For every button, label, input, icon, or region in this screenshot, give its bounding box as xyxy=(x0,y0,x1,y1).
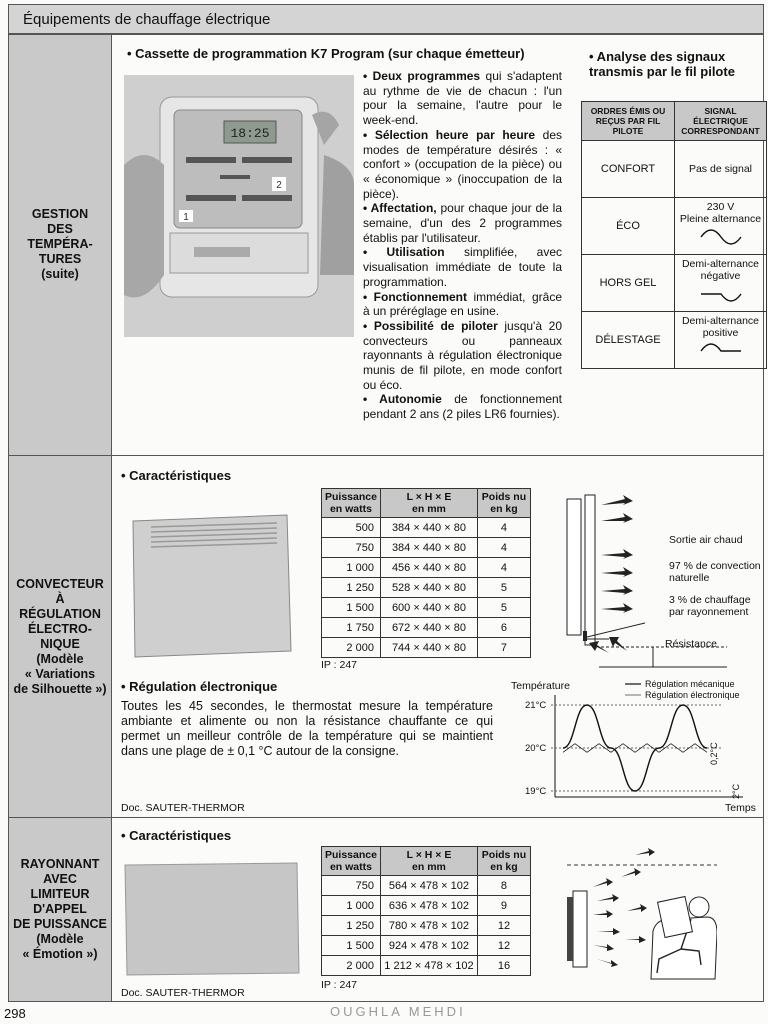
chart-ytick-label: 20°C xyxy=(525,743,547,754)
table-cell: 9 xyxy=(477,896,530,916)
table-cell: 500 xyxy=(322,518,381,538)
cassette-feature-text: immédiat, grâce à un préréglage en usine. xyxy=(363,289,562,319)
signal-waveform-negative xyxy=(697,282,745,306)
table-cell: 2 000 xyxy=(322,638,381,658)
cassette-photo xyxy=(124,75,354,337)
signals-signal-label: 230 V Pleine alternance xyxy=(679,200,762,225)
section-label-line: de Silhouette ») xyxy=(13,682,107,696)
signals-row xyxy=(582,141,767,198)
cassette-feature-item xyxy=(363,319,562,393)
signals-order: ÉCO xyxy=(582,198,675,255)
section-label-line: « Émotion ») xyxy=(22,947,98,961)
table-cell: 636 × 478 × 102 xyxy=(380,896,477,916)
table-cell: 5 xyxy=(477,578,530,598)
cassette-feature-item xyxy=(363,69,562,128)
convection-diagram xyxy=(541,491,763,671)
section-label-line: « Variations xyxy=(24,667,96,681)
table-header: Poids nu en kg xyxy=(477,489,530,518)
table-cell: 600 × 440 × 80 xyxy=(380,598,477,618)
signals-table xyxy=(581,101,767,369)
signals-signal-label: Pas de signal xyxy=(688,163,753,175)
diagram-label-sortie: Sortie air chaud xyxy=(669,534,743,546)
table-cell: 528 × 440 × 80 xyxy=(380,578,477,598)
cassette-mark-2: 2 xyxy=(276,180,282,191)
cassette-feature-item xyxy=(363,201,562,245)
cassette-description xyxy=(363,69,562,422)
section-label-gestion xyxy=(9,207,111,282)
signal-waveform-path xyxy=(701,344,741,351)
table-cell: 780 × 478 × 102 xyxy=(380,916,477,936)
signals-header-signal: SIGNAL ÉLECTRIQUE CORRESPONDANT xyxy=(675,102,767,141)
table-row xyxy=(322,916,531,936)
table-cell: 456 × 440 × 80 xyxy=(380,558,477,578)
section-label-line: (Modèle xyxy=(36,652,84,666)
table-row xyxy=(322,518,531,538)
table-cell: 16 xyxy=(477,956,530,976)
cassette-feature-lead: • Autonomie xyxy=(363,392,442,407)
signals-signal-label: Demi-alternance positive xyxy=(681,314,760,339)
chart-legend-electronique: Régulation électronique xyxy=(645,690,740,700)
table-cell: 6 xyxy=(477,618,530,638)
section-label-line: RAYONNANT xyxy=(20,857,100,871)
table-cell: 4 xyxy=(477,538,530,558)
svg-text:par rayonnement: par rayonnement xyxy=(669,606,749,618)
section-label-convecteur xyxy=(9,577,111,697)
convecteur-ip: IP : 247 xyxy=(321,659,358,671)
signals-order: CONFORT xyxy=(582,141,675,198)
section-label-rayonnant xyxy=(9,857,111,962)
signals-signal-label: Demi-alternance négative xyxy=(681,257,760,282)
cassette-feature-text: de fonctionnement pendant 2 ans (2 piles LR6 fournies). xyxy=(363,392,562,422)
table-cell: 564 × 478 × 102 xyxy=(380,876,477,896)
table-row xyxy=(322,896,531,916)
section-label-line: TURES xyxy=(38,252,82,266)
convecteur-table xyxy=(321,488,531,658)
page-title: Équipements de chauffage électrique xyxy=(23,11,271,28)
signals-row xyxy=(582,198,767,255)
table-row xyxy=(322,538,531,558)
section-divider xyxy=(9,455,763,456)
convecteur-doc-credit: Doc. SAUTER-THERMOR xyxy=(121,802,245,814)
section-label-line: LIMITEUR xyxy=(30,887,90,901)
footer-watermark: OUGHLA MEHDI xyxy=(330,1004,466,1019)
diagram-label-convection: 97 % de convection xyxy=(669,560,761,572)
table-header: L × H × E en mm xyxy=(380,489,477,518)
cassette-feature-lead: • Fonctionnement xyxy=(363,289,468,304)
table-cell: 1 500 xyxy=(322,936,381,956)
signal-waveform-full xyxy=(697,225,745,249)
table-cell: 5 xyxy=(477,598,530,618)
signals-signal-cell xyxy=(675,198,767,255)
signals-signal-cell xyxy=(675,312,767,369)
table-cell: 8 xyxy=(477,876,530,896)
section-label-line: CONVECTEUR xyxy=(16,577,104,591)
table-row xyxy=(322,598,531,618)
table-cell: 1 500 xyxy=(322,598,381,618)
section-label-line: D'APPEL xyxy=(33,902,87,916)
diagram-label-resistance: Résistance xyxy=(665,638,717,650)
table-cell: 2 000 xyxy=(322,956,381,976)
table-row xyxy=(322,876,531,896)
table-header: Puissance en watts xyxy=(322,489,381,518)
chart-annotation-large: 2°C xyxy=(731,783,741,799)
table-header: Puissance en watts xyxy=(322,847,381,876)
signals-row xyxy=(582,312,767,369)
section-label-line: GESTION xyxy=(31,207,89,221)
table-cell: 384 × 440 × 80 xyxy=(380,538,477,558)
table-cell: 924 × 478 × 102 xyxy=(380,936,477,956)
section-label-line: DES xyxy=(47,222,73,236)
signal-waveform-path xyxy=(701,294,741,301)
table-cell: 1 250 xyxy=(322,578,381,598)
table-cell: 1 212 × 478 × 102 xyxy=(380,956,477,976)
cassette-feature-lead: • Utilisation xyxy=(363,245,445,260)
cassette-feature-lead: • Sélection heure par heure xyxy=(363,127,536,142)
rayonnant-doc-credit: Doc. SAUTER-THERMOR xyxy=(121,987,245,999)
convecteur-title: • Caractéristiques xyxy=(121,468,232,483)
cassette-title: • Cassette de programmation K7 Program (sur chaque émetteur) xyxy=(127,46,525,61)
regulation-title: • Régulation électronique xyxy=(121,679,278,694)
cassette-display: 18:25 xyxy=(230,126,270,141)
table-cell: 12 xyxy=(477,936,530,956)
table-cell: 672 × 440 × 80 xyxy=(380,618,477,638)
cassette-feature-item xyxy=(363,392,562,421)
signals-order: HORS GEL xyxy=(582,255,675,312)
section-label-line: AVEC xyxy=(43,872,77,886)
cassette-feature-item xyxy=(363,290,562,319)
page-header xyxy=(8,4,764,34)
table-row xyxy=(322,936,531,956)
signals-signal-cell xyxy=(675,255,767,312)
signals-header-orders: ORDRES ÉMIS OU REÇUS PAR FIL PILOTE xyxy=(582,102,675,141)
rayonnant-table xyxy=(321,846,531,976)
cassette-feature-lead: • Affectation, xyxy=(363,201,437,216)
signals-order: DÉLESTAGE xyxy=(582,312,675,369)
section-label-line: (suite) xyxy=(41,267,79,281)
table-cell: 7 xyxy=(477,638,530,658)
chart-ytick-label: 21°C xyxy=(525,700,547,711)
table-row xyxy=(322,638,531,658)
table-cell: 1 250 xyxy=(322,916,381,936)
table-cell: 1 000 xyxy=(322,896,381,916)
section-label-line: À xyxy=(55,592,65,606)
table-header: L × H × E en mm xyxy=(380,847,477,876)
chart-annotation-small: 0,2°C xyxy=(709,742,719,765)
cassette-feature-text: pour chaque jour de la semaine, d'un des 2 programmes établis par l'utilisateur. xyxy=(363,201,562,245)
table-cell: 12 xyxy=(477,916,530,936)
signal-waveform-path xyxy=(701,230,741,244)
cassette-mark-1: 1 xyxy=(183,212,189,223)
convecteur-photo xyxy=(127,513,293,659)
section-label-line: ÉLECTRO- xyxy=(28,622,92,636)
cassette-feature-text: des modes de température désirés : « confort » (occupation de la pièce) ou « économique » (inoccupation de la pièce). xyxy=(363,127,562,201)
table-cell: 4 xyxy=(477,518,530,538)
content-frame xyxy=(8,34,764,1002)
chart-ylabel: Température xyxy=(511,680,570,692)
rayonnant-ip: IP : 247 xyxy=(321,979,358,991)
chart-xlabel: Temps xyxy=(725,802,756,814)
signal-waveform-positive xyxy=(697,339,745,363)
section-label-line: NIQUE xyxy=(40,637,80,651)
cassette-feature-text: simplifiée, avec visualisation immédiate de toute la programmation. xyxy=(363,245,562,289)
table-cell: 4 xyxy=(477,558,530,578)
table-cell: 750 xyxy=(322,876,381,896)
cassette-feature-text: jusqu'à 20 convecteurs ou panneaux rayonnants à régulation électronique munis de fil pilote, en mode confort ou éco. xyxy=(363,318,562,392)
section-label-line: DE PUISSANCE xyxy=(13,917,107,931)
cassette-feature-text: qui s'adaptent au rythme de vie de chacun : l'un pour la semaine, l'autre pour le week-end. xyxy=(363,69,562,128)
section-label-line: TEMPÉRA- xyxy=(27,237,93,251)
table-header: Poids nu en kg xyxy=(477,847,530,876)
diagram-label-rayonnement: 3 % de chauffage xyxy=(669,594,751,606)
table-cell: 1 750 xyxy=(322,618,381,638)
section-label-line: (Modèle xyxy=(36,932,84,946)
chart-legend-mecanique: Régulation mécanique xyxy=(645,679,735,689)
radiant-heating-illustration xyxy=(557,847,717,987)
cassette-feature-item xyxy=(363,245,562,289)
signals-title: • Analyse des signaux transmis par le fil pilote xyxy=(589,49,735,79)
signals-signal-cell xyxy=(675,141,767,198)
table-cell: 384 × 440 × 80 xyxy=(380,518,477,538)
cassette-feature-lead: • Possibilité de piloter xyxy=(363,318,498,333)
regulation-text: Toutes les 45 secondes, le thermostat mesure la température ambiante et alimente ou non la résistance chauffante ce qui permet un meilleur contrôle de la température qui se maintient dans une plage de ± 0,1 °C autour de la consigne. xyxy=(121,699,493,758)
table-cell: 744 × 440 × 80 xyxy=(380,638,477,658)
cassette-feature-lead: • Deux programmes xyxy=(363,69,481,83)
signals-row xyxy=(582,255,767,312)
rayonnant-title: • Caractéristiques xyxy=(121,828,232,843)
cassette-feature-item xyxy=(363,128,562,202)
table-row xyxy=(322,578,531,598)
page-number: 298 xyxy=(4,1006,26,1021)
table-row xyxy=(322,558,531,578)
table-row xyxy=(322,956,531,976)
section-label-line: RÉGULATION xyxy=(19,607,101,621)
chart-ytick-label: 19°C xyxy=(525,786,547,797)
table-row xyxy=(322,618,531,638)
svg-text:naturelle: naturelle xyxy=(669,572,710,584)
table-cell: 750 xyxy=(322,538,381,558)
rayonnant-photo xyxy=(121,861,301,977)
section-divider xyxy=(9,817,763,818)
regulation-chart xyxy=(507,675,763,815)
table-cell: 1 000 xyxy=(322,558,381,578)
